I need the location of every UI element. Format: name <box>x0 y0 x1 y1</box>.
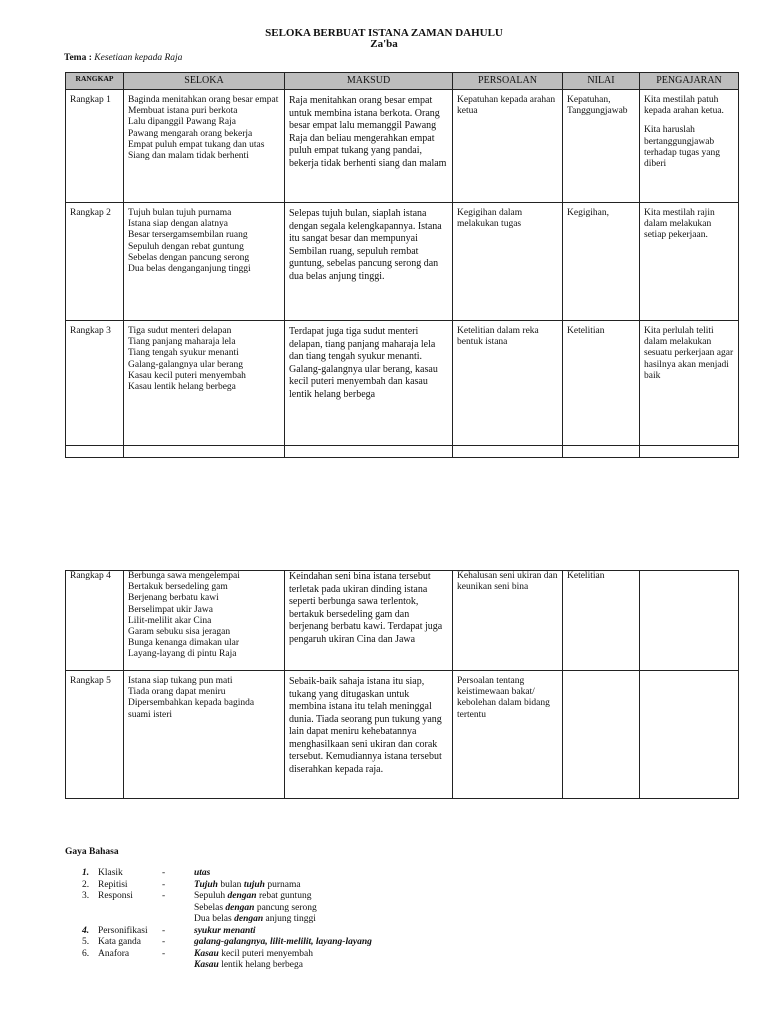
tema-label: Tema : <box>64 53 92 63</box>
seloka-line: Bertakuk bersedeling gam <box>128 582 228 593</box>
gaya-example <box>194 891 454 903</box>
empty-cell <box>453 446 563 458</box>
gaya-example-segment: dengan <box>227 891 257 901</box>
table-header-row <box>66 73 739 90</box>
gaya-example-segment: Tujuh <box>194 879 218 890</box>
gaya-example <box>194 914 454 926</box>
gaya-item <box>82 937 454 949</box>
gaya-example-segment: galang-galangnya, lilit-melilit, layang-layang <box>194 937 372 947</box>
gaya-number: 3. <box>82 891 90 901</box>
gaya-number: 4. <box>82 925 90 936</box>
gaya-item-continuation <box>82 960 454 972</box>
gaya-name: Anafora <box>98 948 130 959</box>
seloka-line: Sepuluh dengan rebat guntung <box>128 241 244 252</box>
persoalan-cell: Kepatuhan kepada arahan ketua <box>453 90 563 203</box>
seloka-line: Lilit-melilit akar Cina <box>128 615 212 626</box>
gaya-name: Repitisi <box>98 879 128 890</box>
gaya-number <box>82 914 98 926</box>
seloka-cell <box>124 90 285 203</box>
seloka-line: Dipersembahkan kepada baginda <box>128 698 255 709</box>
seloka-line: Baginda menitahkan orang besar empat <box>128 95 279 105</box>
gaya-item <box>82 868 454 880</box>
rangkap-cell: Rangkap 2 <box>66 203 124 321</box>
seloka-line: Berjenang berbatu kawi <box>128 593 219 604</box>
gaya-dash <box>162 903 194 915</box>
gaya-dash: - <box>162 891 166 901</box>
empty-cell <box>563 446 640 458</box>
seloka-line: Garam sebuku sisa jeragan <box>128 627 231 638</box>
seloka-line: Besar tersergamsembilan ruang <box>128 230 248 241</box>
gaya-example-segment: pancung serong <box>254 902 317 913</box>
persoalan-cell: Kegigihan dalam melakukan tugas <box>453 203 563 321</box>
seloka-line: Siang dan malam tidak berhenti <box>128 151 249 162</box>
gaya-example-segment: bulan <box>217 879 244 890</box>
gaya-example-segment: rebat guntung <box>256 891 312 901</box>
column-header-pengajaran: PENGAJARAN <box>640 73 739 90</box>
gaya-example-segment: kecil puteri menyembah <box>218 948 314 959</box>
column-header-seloka: SELOKA <box>124 73 285 90</box>
gaya-example-segment: Sebelas <box>194 902 226 913</box>
table-row <box>66 571 739 671</box>
gaya-item <box>82 926 454 938</box>
gaya-example-segment: Sepuluh <box>194 891 228 901</box>
gaya-example <box>194 868 454 880</box>
maksud-cell: Sebaik-baik sahaja istana itu siap, tukang yang ditugaskan untuk membina istana itu telah meninggal dunia. Tiada seorang pun tukung yang lain dapat meniru kehebatannya menghasilkaan seni ukiran dan corak tersebut. Kemudiannya istana tersebut diserahkan kepada raja. <box>285 671 453 799</box>
maksud-cell: Keindahan seni bina istana tersebut terletak pada ukiran dinding istana seperti berbunga sawa terlentok, bertakuk bersedeling gam dan berjenang berbatu kawi. Terdapat juga pengaruh ukiran Cina dan Jawa <box>285 571 453 671</box>
gaya-dash: - <box>162 879 166 890</box>
nilai-cell: Ketelitian <box>563 321 640 446</box>
gaya-example <box>194 949 454 961</box>
seloka-line: suami isteri <box>128 709 173 720</box>
table-row <box>66 321 739 446</box>
gaya-dash <box>162 914 194 926</box>
empty-row <box>66 446 739 458</box>
gaya-example-segment: anjung tinggi <box>263 914 316 924</box>
gaya-number: 5. <box>82 937 90 947</box>
seloka-line: Tiga sudut menteri delapan <box>128 326 232 336</box>
rangkap-cell: Rangkap 1 <box>66 90 124 203</box>
empty-cell <box>124 446 285 458</box>
seloka-table-part-2 <box>65 570 739 799</box>
seloka-line: Lalu dipanggil Pawang Raja <box>128 117 236 128</box>
seloka-line: Tiang panjang maharaja lela <box>128 337 236 348</box>
seloka-line: Tiang tengah syukur menanti <box>128 348 239 359</box>
seloka-cell <box>124 203 285 321</box>
pengajaran-cell <box>640 203 739 321</box>
pengajaran-cell <box>640 90 739 203</box>
gaya-dash: - <box>162 868 166 878</box>
gaya-name <box>98 903 162 915</box>
gaya-dash: - <box>162 948 166 959</box>
persoalan-cell: Persoalan tentang keistimewaan bakat/ kebolehan dalam bidang tertentu <box>453 671 563 799</box>
gaya-name: Kata ganda <box>98 937 141 947</box>
nilai-cell: Kepatuhan, Tanggungjawab <box>563 90 640 203</box>
nilai-cell <box>563 671 640 799</box>
pengajaran-text: Kita perlulah teliti dalam melakukan sesuatu perkerjaan agar hasilnya akan menjadi baik <box>644 326 734 381</box>
table-row <box>66 90 739 203</box>
gaya-number: 6. <box>82 948 90 959</box>
seloka-line: Layang-layang di pintu Raja <box>128 649 237 660</box>
persoalan-cell: Ketelitian dalam reka bentuk istana <box>453 321 563 446</box>
table-row <box>66 203 739 321</box>
seloka-cell <box>124 671 285 799</box>
nilai-cell: Ketelitian <box>563 571 640 671</box>
maksud-cell: Selepas tujuh bulan, siaplah istana dengan segala kelengkapannya. Istana itu sangat besar dan mempunyai Sembilan ruang, sepuluh rembat guntung, sebelas pancung serong dan dua belas anjung tinggi. <box>285 203 453 321</box>
column-header-nilai: NILAI <box>563 73 640 90</box>
gaya-example-segment: utas <box>194 868 211 878</box>
gaya-example <box>194 937 454 949</box>
nilai-cell: Kegigihan, <box>563 203 640 321</box>
gaya-dash: - <box>162 937 166 947</box>
column-header-maksud: MAKSUD <box>285 73 453 90</box>
seloka-line: Dua belas denganganjung tinggi <box>128 264 251 275</box>
gaya-example <box>194 903 454 915</box>
gaya-dash: - <box>162 925 166 936</box>
gaya-number: 1. <box>82 868 90 878</box>
gaya-dash <box>162 960 194 972</box>
seloka-line: Pawang mengarah orang bekerja <box>128 128 253 139</box>
tema-value: Kesetiaan kepada Raja <box>94 53 183 63</box>
empty-cell <box>640 446 739 458</box>
rangkap-cell: Rangkap 3 <box>66 321 124 446</box>
table-row <box>66 671 739 799</box>
pengajaran-text: Kita mestilah patuh kepada arahan ketua. <box>644 95 724 117</box>
gaya-number <box>82 903 98 915</box>
pengajaran-text: Kita haruslah bertanggungjawab terhadap tugas yang diberi <box>644 125 720 170</box>
gaya-item-continuation <box>82 903 454 915</box>
gaya-name <box>98 914 162 926</box>
empty-cell <box>66 446 124 458</box>
seloka-cell <box>124 571 285 671</box>
gaya-bahasa-title: Gaya Bahasa <box>65 847 119 857</box>
gaya-example-segment: Kasau <box>194 948 219 959</box>
gaya-number <box>82 960 98 972</box>
document-title: SELOKA BERBUAT ISTANA ZAMAN DAHULU <box>265 27 503 39</box>
gaya-bahasa-list <box>82 868 454 972</box>
gaya-item <box>82 891 454 903</box>
gaya-item <box>82 880 454 892</box>
seloka-line: Bunga kenanga dimakan ular <box>128 638 240 649</box>
seloka-line: Berbunga sawa mengelempai <box>128 571 240 581</box>
rangkap-cell: Rangkap 5 <box>66 671 124 799</box>
persoalan-cell: Kehalusan seni ukiran dan keunikan seni bina <box>453 571 563 671</box>
gaya-name: Responsi <box>98 891 133 901</box>
seloka-line: Istana siap dengan alatnya <box>128 219 228 230</box>
seloka-line: Tiada orang dapat meniru <box>128 687 226 698</box>
spacer <box>644 117 734 125</box>
seloka-line: Galang-galangnya ular berang <box>128 359 244 370</box>
maksud-cell: Terdapat juga tiga sudut menteri delapan, tiang panjang maharaja lela dan tiang tengah syukur menanti. Galang-galangnya ular berang, kasau kecil puteri menyembah dan kasau lentik helang berbega <box>285 321 453 446</box>
tema-line <box>64 53 182 63</box>
gaya-example <box>194 880 454 892</box>
gaya-item <box>82 949 454 961</box>
gaya-example-segment: dengan <box>225 902 255 913</box>
gaya-example-segment: tujuh <box>243 879 265 890</box>
gaya-example-segment: purnama <box>264 879 301 890</box>
seloka-line: Kasau kecil puteri menyembah <box>128 370 246 381</box>
maksud-cell: Raja menitahkan orang besar empat untuk membina istana berkota. Orang besar empat lalu memanggil Pawang Raja dan beliau mengerahkan empat puluh empat tukang yang pandai, bekerja tidak berhenti siang dan malam <box>285 90 453 203</box>
gaya-number: 2. <box>82 879 90 890</box>
pengajaran-cell <box>640 671 739 799</box>
gaya-example <box>194 926 454 938</box>
gaya-example-segment: syukur menanti <box>194 925 256 936</box>
gaya-example-segment: Kasau <box>194 960 219 970</box>
gaya-example-segment: lentik helang berbega <box>218 960 303 970</box>
empty-cell <box>285 446 453 458</box>
seloka-line: Kasau lentik helang berbega <box>128 382 236 393</box>
seloka-line: Sebelas dengan pancung serong <box>128 252 250 263</box>
gaya-item-continuation <box>82 914 454 926</box>
seloka-line: Empat puluh empat tukang dan utas <box>128 139 265 150</box>
seloka-table-part-1 <box>65 72 739 458</box>
column-header-persoalan: PERSOALAN <box>453 73 563 90</box>
gaya-name: Klasik <box>98 868 123 878</box>
rangkap-cell: Rangkap 4 <box>66 571 124 671</box>
document-author: Za'ba <box>370 38 398 50</box>
seloka-line: Tujuh bulan tujuh purnama <box>128 208 232 218</box>
pengajaran-text: Kita mestilah rajin dalam melakukan setiap pekerjaan. <box>644 208 715 241</box>
pengajaran-cell <box>640 571 739 671</box>
seloka-cell <box>124 321 285 446</box>
gaya-example <box>194 960 454 972</box>
seloka-line: Istana siap tukang pun mati <box>128 676 233 686</box>
gaya-example-segment: Dua belas <box>194 914 235 924</box>
gaya-name: Personifikasi <box>98 925 148 936</box>
gaya-example-segment: dengan <box>234 914 264 924</box>
seloka-line: Membuat istana puri berkota <box>128 106 238 117</box>
pengajaran-cell <box>640 321 739 446</box>
column-header-rangkap: RANGKAP <box>66 73 124 90</box>
gaya-name <box>98 960 162 972</box>
seloka-line: Berselimpat ukir Jawa <box>128 604 213 615</box>
